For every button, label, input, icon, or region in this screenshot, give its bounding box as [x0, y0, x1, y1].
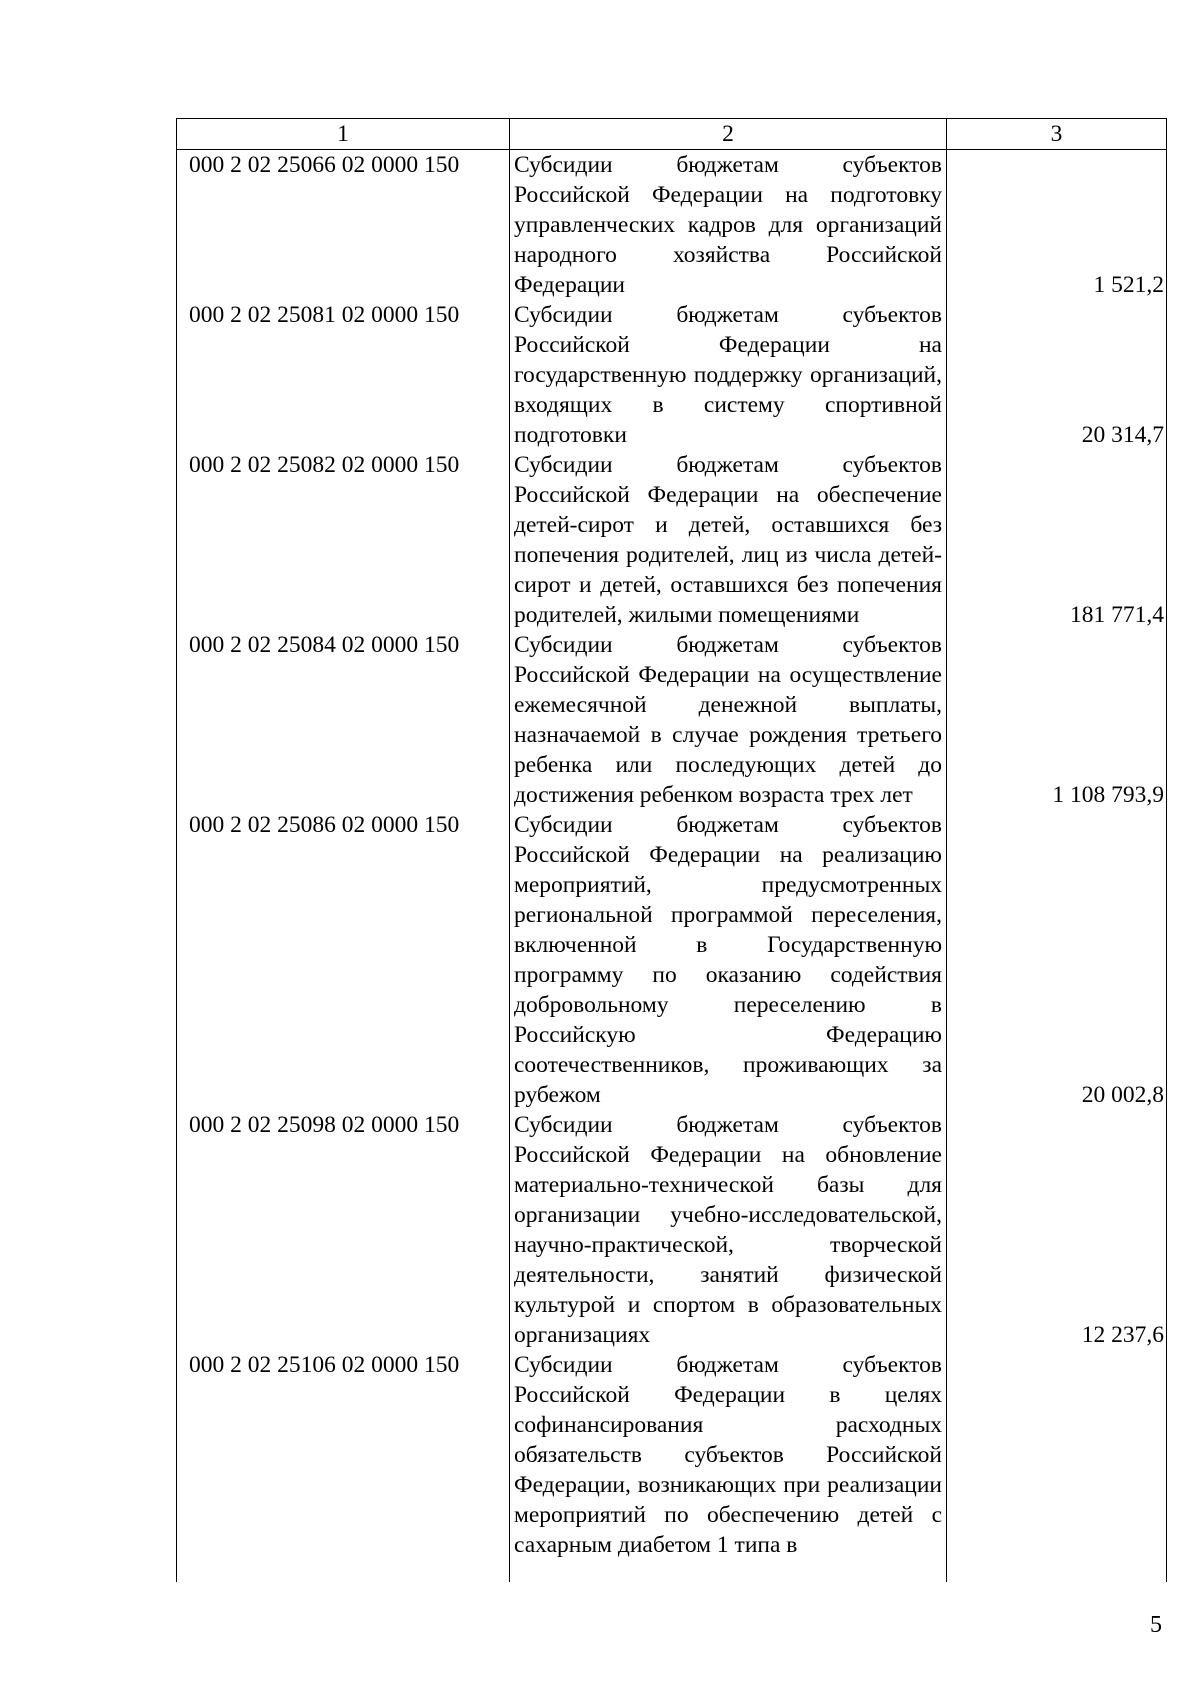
- table-body: [177, 150, 1167, 1583]
- row-description: Субсидии бюджетам субъектов Российской Федерации в целях софинансирования расходных обязательств субъектов Российской Федерации, возникающих при реализации мероприятий по обеспечению детей с сахарным диабетом 1 типа в: [510, 1350, 947, 1582]
- row-description: Субсидии бюджетам субъектов Российской Федерации на обеспечение детей-сирот и детей, оставшихся без попечения родителей, лиц из числа детей-сирот и детей, оставшихся без попечения родителей, жилыми помещениями: [510, 450, 947, 630]
- header-row: [177, 119, 1167, 150]
- page-number: 5: [1150, 1612, 1162, 1638]
- row-amount: 1 521,2: [947, 150, 1167, 301]
- budget-code: 000 2 02 25106 02 0000 150: [177, 1350, 510, 1582]
- table-row: [177, 1350, 1167, 1582]
- budget-table: [176, 118, 1167, 1582]
- table-row: [177, 150, 1167, 301]
- table-row: [177, 810, 1167, 1110]
- row-description: Субсидии бюджетам субъектов Российской Федерации на государственную поддержку организаций, входящих в систему спортивной подготовки: [510, 300, 947, 450]
- row-description: Субсидии бюджетам субъектов Российской Федерации на реализацию мероприятий, предусмотренных региональной программой переселения, включенной в Государственную программу по оказанию содействия добровольному переселению в Российскую Федерацию соотечественников, проживающих за рубежом: [510, 810, 947, 1110]
- budget-code: 000 2 02 25084 02 0000 150: [177, 630, 510, 810]
- row-amount: 1 108 793,9: [947, 630, 1167, 810]
- row-amount: 181 771,4: [947, 450, 1167, 630]
- table-row: [177, 630, 1167, 810]
- budget-code: 000 2 02 25086 02 0000 150: [177, 810, 510, 1110]
- budget-code: 000 2 02 25098 02 0000 150: [177, 1110, 510, 1350]
- row-description: Субсидии бюджетам субъектов Российской Федерации на осуществление ежемесячной денежной выплаты, назначаемой в случае рождения третьего ребенка или последующих детей до достижения ребенком возраста трех лет: [510, 630, 947, 810]
- row-amount: 20 002,8: [947, 810, 1167, 1110]
- row-description: Субсидии бюджетам субъектов Российской Федерации на подготовку управленческих кадров для организаций народного хозяйства Российской Федерации: [510, 150, 947, 301]
- table-row: [177, 450, 1167, 630]
- row-amount: 20 314,7: [947, 300, 1167, 450]
- budget-code: 000 2 02 25066 02 0000 150: [177, 150, 510, 301]
- row-amount: 12 237,6: [947, 1110, 1167, 1350]
- table-row: [177, 1110, 1167, 1350]
- table-header: [177, 119, 1167, 150]
- header-col-3: 3: [947, 119, 1167, 150]
- header-col-1: 1: [177, 119, 510, 150]
- budget-code: 000 2 02 25082 02 0000 150: [177, 450, 510, 630]
- header-col-2: 2: [510, 119, 947, 150]
- row-description: Субсидии бюджетам субъектов Российской Федерации на обновление материально-технической базы для организации учебно-исследовательской, научно-практической, творческой деятельности, занятий физической культурой и спортом в образовательных организациях: [510, 1110, 947, 1350]
- budget-code: 000 2 02 25081 02 0000 150: [177, 300, 510, 450]
- row-amount: [947, 1350, 1167, 1582]
- table-row: [177, 300, 1167, 450]
